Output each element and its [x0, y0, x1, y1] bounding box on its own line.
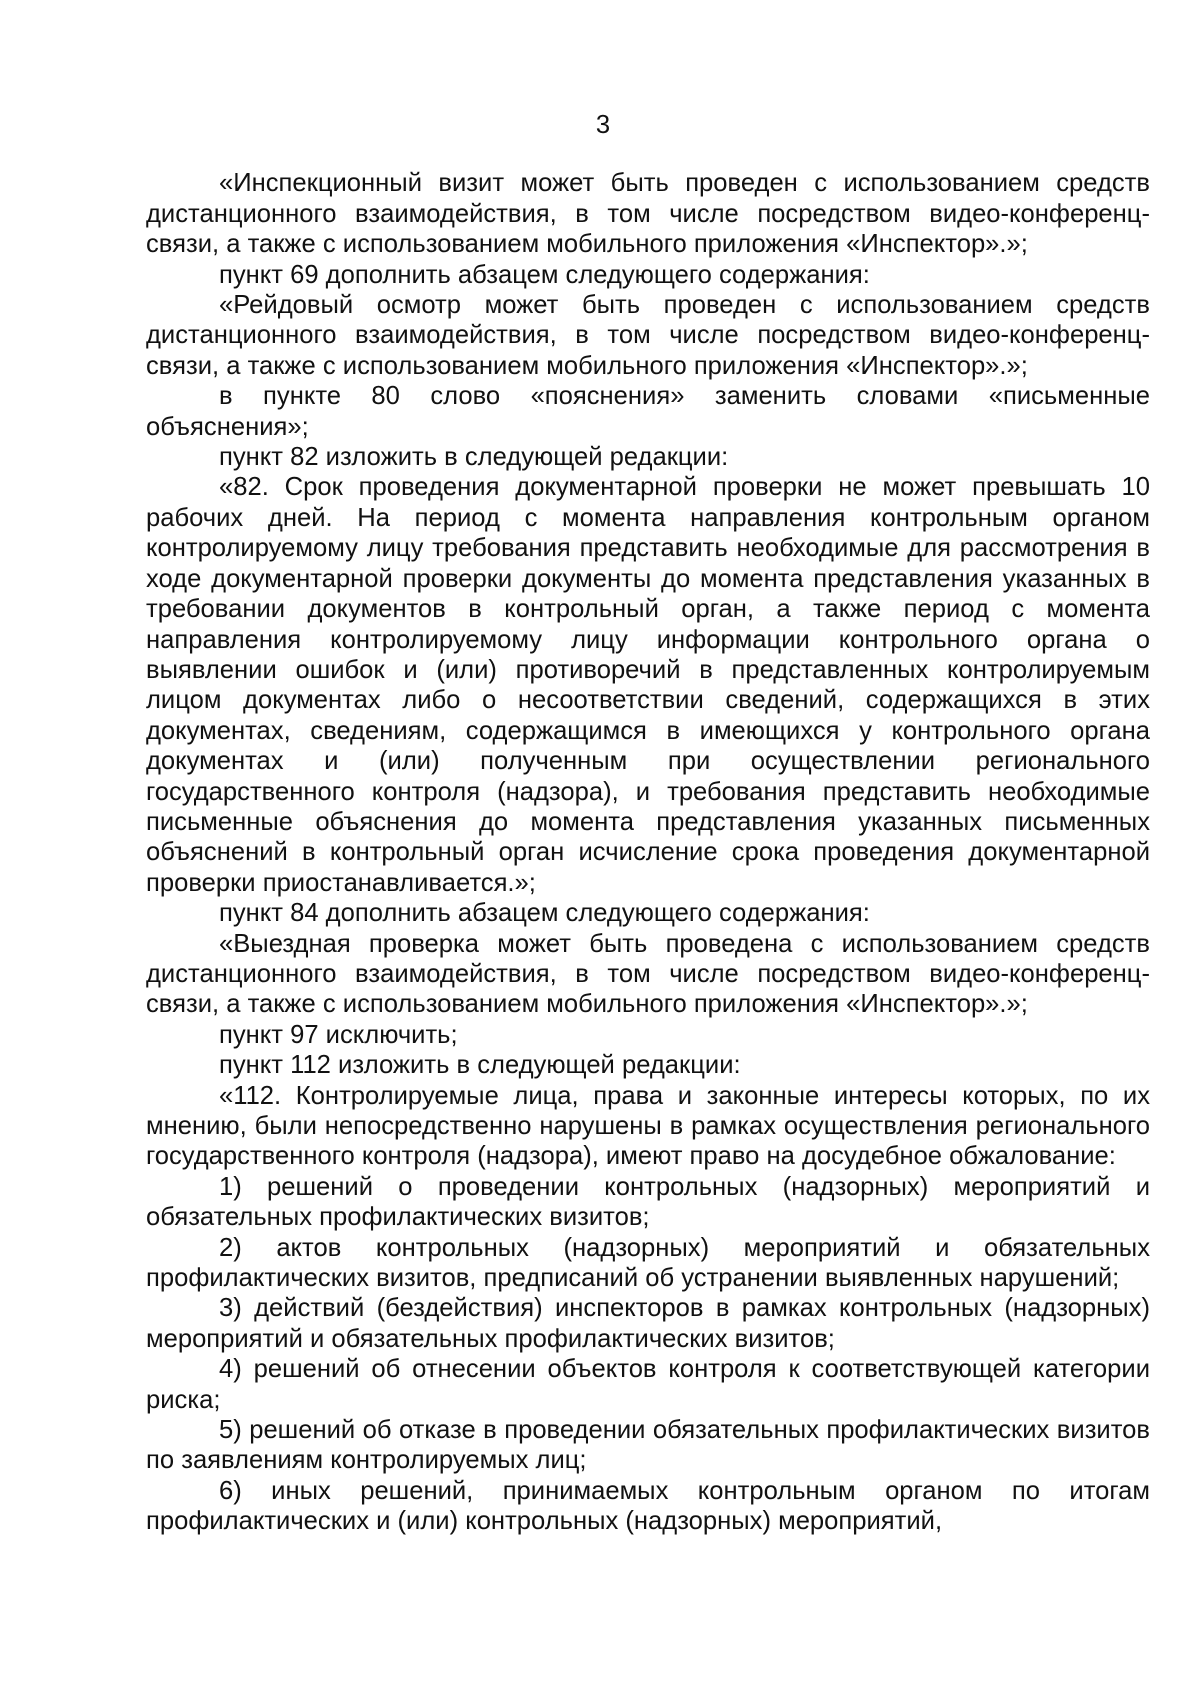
list-item-3: 3) действий (бездействия) инспекторов в рамках контрольных (надзорных) мероприятий и обязательных профилактических визитов; [146, 1294, 1150, 1353]
list-item-4: 4) решений об отнесении объектов контроля к соответствующей категории риска; [146, 1355, 1150, 1414]
paragraph-point-112: пункт 112 изложить в следующей редакции: [219, 1051, 741, 1080]
list-item-2: 2) актов контрольных (надзорных) мероприятий и обязательных профилактических визитов, предписаний об устранении выявленных нарушений; [146, 1233, 1150, 1293]
list-item-1: 1) решений о проведении контрольных (надзорных) мероприятий и обязательных профилактических визитов; [146, 1172, 1150, 1232]
page-number: 3 [595, 111, 611, 139]
paragraph-point-84: пункт 84 дополнить абзацем следующего содержания: [219, 899, 870, 928]
paragraph-point-82: пункт 82 изложить в следующей редакции: [219, 443, 729, 472]
list-item-5: 5) решений об отказе в проведении обязательных профилактических визитов по заявлениям контролируемых лиц; [146, 1416, 1150, 1475]
paragraph-point-69: пункт 69 дополнить абзацем следующего содержания: [219, 260, 870, 289]
document-page [146, 110, 1150, 1537]
paragraph-point-112-text: «112. Контролируемые лица, права и законные интересы которых, по их мнению, были непосредственно нарушены в рамках осуществления регионального государственного контроля (надзора), имеют право на досудебное обжалование: [146, 1081, 1150, 1171]
list-item-6: 6) иных решений, принимаемых контрольным органом по итогам профилактических и (или) контрольных (надзорных) мероприятий, [146, 1476, 1150, 1536]
paragraph-point-80: в пункте 80 слово «пояснения» заменить словами «письменные объяснения»; [146, 382, 1150, 441]
paragraph-raid-inspection-quote: «Рейдовый осмотр может быть проведен с использованием средств дистанционного взаимодействия, в том числе посредством видео-конференц-связи, а также с использованием мобильного приложения «Инспектор».»; [146, 291, 1150, 380]
paragraph-point-82-text: «82. Срок проведения документарной проверки не может превышать 10 рабочих дней. На период с момента направления контрольным органом контролируемому лицу требования представить необходимые для рассмотрения в ходе документарной проверки документы до момента представления указанных в требовании документов в контрольный орган, а также период с момента направления контролируемому лицу информации контрольного органа о выявлении ошибок и (или) противоречий в представленных контролируемым лицом документах либо о несоответствии сведений, содержащихся в этих документах, сведениям, содержащимся в имеющихся у контрольного органа документах и (или) полученным при осуществлении регионального государственного контроля (надзора), и требования представить необходимые письменные объяснения до момента представления указанных письменных объяснений в контрольный орган исчисление срока проведения документарной проверки приостанавливается.»; [146, 473, 1150, 897]
paragraph-point-97: пункт 97 исключить; [219, 1020, 458, 1049]
document-body [146, 168, 1150, 1536]
paragraph-inspection-visit-quote: «Инспекционный визит может быть проведен с использованием средств дистанционного взаимодействия, в том числе посредством видео-конференц-связи, а также с использованием мобильного приложения «Инспектор».»; [146, 169, 1150, 259]
paragraph-onsite-inspection-quote: «Выездная проверка может быть проведена с использованием средств дистанционного взаимодействия, в том числе посредством видео-конференц-связи, а также с использованием мобильного приложения «Инспектор».»; [146, 929, 1150, 1019]
